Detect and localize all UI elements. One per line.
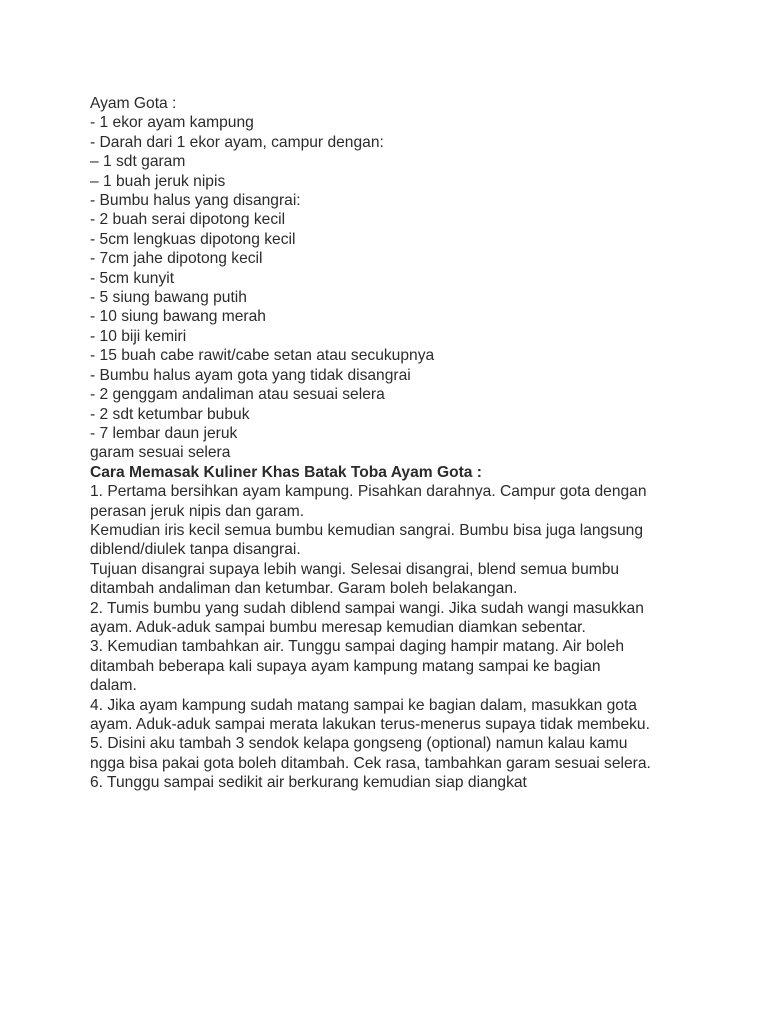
ingredient-item: - 7cm jahe dipotong kecil [90,250,263,268]
paragraph-line: ditambah andaliman dan ketumbar. Garam boleh belakangan. [90,580,518,598]
method-paragraph [90,599,690,638]
method-paragraph [90,734,690,773]
ingredient-item: - 2 genggam andaliman atau sesuai selera [90,386,385,404]
method-paragraph [90,773,690,792]
ingredient-list [90,113,690,462]
method-paragraph [90,560,690,599]
method-paragraph [90,696,690,735]
paragraph-line: 6. Tunggu sampai sedikit air berkurang kemudian siap diangkat [90,774,527,792]
ingredient-item: - 10 biji kemiri [90,327,187,345]
paragraph-line: Kemudian iris kecil semua bumbu kemudian sangrai. Bumbu bisa juga langsung [90,521,644,539]
ingredient-item: - 7 lembar daun jeruk [90,424,238,442]
method-paragraph [90,521,690,560]
method-paragraph [90,637,690,695]
paragraph-line: Tujuan disangrai supaya lebih wangi. Selesai disangrai, blend semua bumbu [90,560,620,578]
paragraph-line: 4. Jika ayam kampung sudah matang sampai ke bagian dalam, masukkan gota [90,696,637,714]
ingredient-item: - 5cm lengkuas dipotong kecil [90,230,296,248]
paragraph-line: diblend/diulek tanpa disangrai. [90,541,301,559]
ingredient-item: - Bumbu halus ayam gota yang tidak disangrai [90,366,411,384]
ingredient-item: - Darah dari 1 ekor ayam, campur dengan: [90,133,384,151]
method-steps [90,482,690,793]
recipe-text [90,94,690,793]
paragraph-line: ayam. Aduk-aduk sampai merata lakukan terus-menerus supaya tidak membeku. [90,716,650,733]
ingredient-item: - 15 buah cabe rawit/cabe setan atau secukupnya [90,347,435,365]
recipe-title: Ayam Gota : [90,95,177,112]
ingredient-item: - 10 siung bawang merah [90,308,266,326]
paragraph-line: perasan jeruk nipis dan garam. [90,502,305,520]
ingredient-item: - 5cm kunyit [90,269,175,287]
paragraph-line: ngga bisa pakai gota boleh ditambah. Cek rasa, tambahkan garam sesuai selera. [90,754,651,772]
ingredient-item: - 2 buah serai dipotong kecil [90,211,286,229]
ingredient-item: – 1 buah jeruk nipis [90,172,226,190]
ingredient-item: - Bumbu halus yang disangrai: [90,192,301,210]
method-paragraph [90,482,690,521]
paragraph-line: ditambah beberapa kali supaya ayam kampung matang sampai ke bagian [90,657,601,675]
paragraph-line: 3. Kemudian tambahkan air. Tunggu sampai daging hampir matang. Air boleh [90,638,624,656]
ingredient-item: - 5 siung bawang putih [90,289,247,307]
ingredient-item: garam sesuai selera [90,444,231,462]
paragraph-line: 1. Pertama bersihkan ayam kampung. Pisahkan darahnya. Campur gota dengan [90,483,647,501]
ingredient-item: – 1 sdt garam [90,153,186,171]
ingredient-item: - 1 ekor ayam kampung [90,114,254,132]
method-heading: Cara Memasak Kuliner Khas Batak Toba Ayam Gota : [90,463,482,481]
paragraph-line: ayam. Aduk-aduk sampai bumbu meresap kemudian diamkan sebentar. [90,618,586,636]
paragraph-line: dalam. [90,677,137,695]
paragraph-line: 5. Disini aku tambah 3 sendok kelapa gongseng (optional) namun kalau kamu [90,735,628,753]
paragraph-line: 2. Tumis bumbu yang sudah diblend sampai wangi. Jika sudah wangi masukkan [90,599,644,617]
ingredient-item: - 2 sdt ketumbar bubuk [90,405,250,423]
